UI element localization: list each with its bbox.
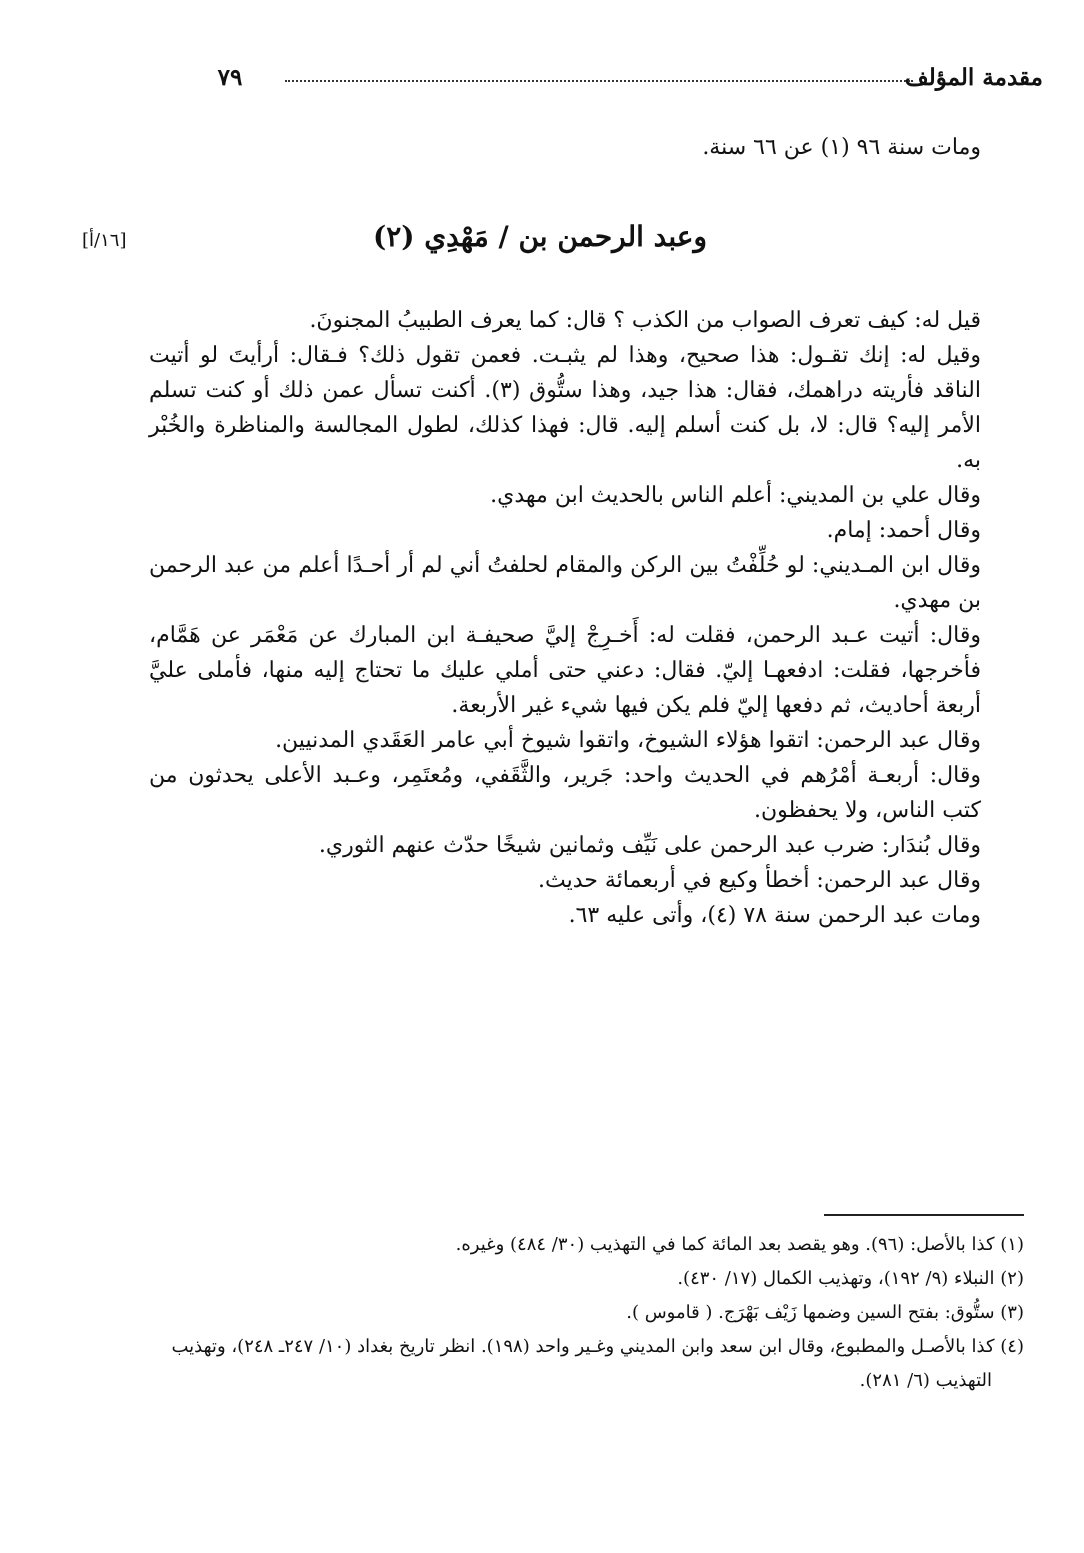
paragraph: وقال بُندَار: ضرب عبد الرحمن على نَيِّف وثمانين شيخًا حدّث عنهم الثوري. xyxy=(318,833,981,858)
footnote-3: (٣) ستُّوق: بفتح السين وضمها زَيْف بَهْرَج. ( قاموس ). xyxy=(626,1302,1024,1323)
intro-line: ومات سنة ٩٦ (١) عن ٦٦ سنة. xyxy=(702,135,981,160)
manuscript-folio-reference: [١٦/أ] xyxy=(82,230,127,251)
paragraph: وقيل له: إنك تقـول: هذا صحيح، وهذا لم يثبـت. فعمن تقول ذلك؟ فـقال: أرأيتَ لو أتيت الناقد فأريته دراهمك، فقال: هذا جيد، وهذا ستُّوق (٣). أكنت تسأل عمن ذلك أو كنت تسلم الأمر إليه؟ قال: لا، بل كنت أسلم إليه. قال: فهذا كذلك، لطول المجالسة والمناظرة والخُبْر به. xyxy=(149,343,981,473)
header-dotted-rule xyxy=(285,80,913,82)
paragraph: قيل له: كيف تعرف الصواب من الكذب ؟ قال: كما يعرف الطبيبُ المجنونَ. xyxy=(309,308,981,333)
header-title: مقدمة المؤلف xyxy=(904,64,1043,91)
main-body xyxy=(149,303,1009,933)
running-header xyxy=(195,62,1043,102)
paragraph: ومات عبد الرحمن سنة ٧٨ (٤)، وأتى عليه ٦٣. xyxy=(568,903,981,928)
intro-text xyxy=(149,130,1009,165)
footnote-1: (١) كذا بالأصل: (٩٦). وهو يقصد بعد المائة كما في التهذيب (٣٠/ ٤٨٤) وغيره. xyxy=(455,1234,1024,1255)
paragraph: وقال: أتيت عـبد الرحمن، فقلت له: أَخـرِجْ إليَّ صحيفـة ابن المبارك عن مَعْمَر عن هَمَّام، فأخرجها، فقلت: ادفعهـا إليّ. فقال: دعني حتى أملي عليك ما تحتاج إليه منها، فأملى عليَّ أربعة أحاديث، ثم دفعها إليّ فلم يكن فيها شيء غير الأربعة. xyxy=(149,623,982,718)
footnotes xyxy=(134,1228,1024,1398)
section-heading: وعبد الرحمن بن / مَهْدِي (٢) xyxy=(372,220,708,253)
paragraph: وقال علي بن المديني: أعلم الناس بالحديث ابن مهدي. xyxy=(490,483,981,508)
paragraph: وقال ابن المـديني: لو حُلِّفْتُ بين الركن والمقام لحلفتُ أني لم أر أحـدًا أعلم من عبد الرحمن بن مهدي. xyxy=(149,553,981,613)
page-number: ٧٩ xyxy=(217,64,243,91)
paragraph: وقال عبد الرحمن: أخطأ وكيع في أربعمائة حديث. xyxy=(538,868,981,893)
footnote-separator xyxy=(824,1214,1024,1216)
footnote-4: (٤) كذا بالأصـل والمطبوع، وقال ابن سعد وابن المديني وغـير واحد (١٩٨). انظر تاريخ بغداد (١٠/ ٢٤٧ـ ٢٤٨)، وتهذيب التهذيب (٦/ ٢٨١). xyxy=(171,1336,1024,1391)
paragraph: وقال عبد الرحمن: اتقوا هؤلاء الشيوخ، واتقوا شيوخ أبي عامر العَقَدي المدنيين. xyxy=(275,728,981,753)
paragraph: وقال أحمد: إمام. xyxy=(826,518,981,543)
paragraph: وقال: أربعـة أمْرُهم في الحديث واحد: جَرير، والثَّقَفي، ومُعتَمِر، وعـبد الأعلى يحدثون من كتب الناس، ولا يحفظون. xyxy=(149,763,981,823)
footnote-2: (٢) النبلاء (٩/ ١٩٢)، وتهذيب الكمال (١٧/ ٤٣٠). xyxy=(677,1268,1024,1289)
